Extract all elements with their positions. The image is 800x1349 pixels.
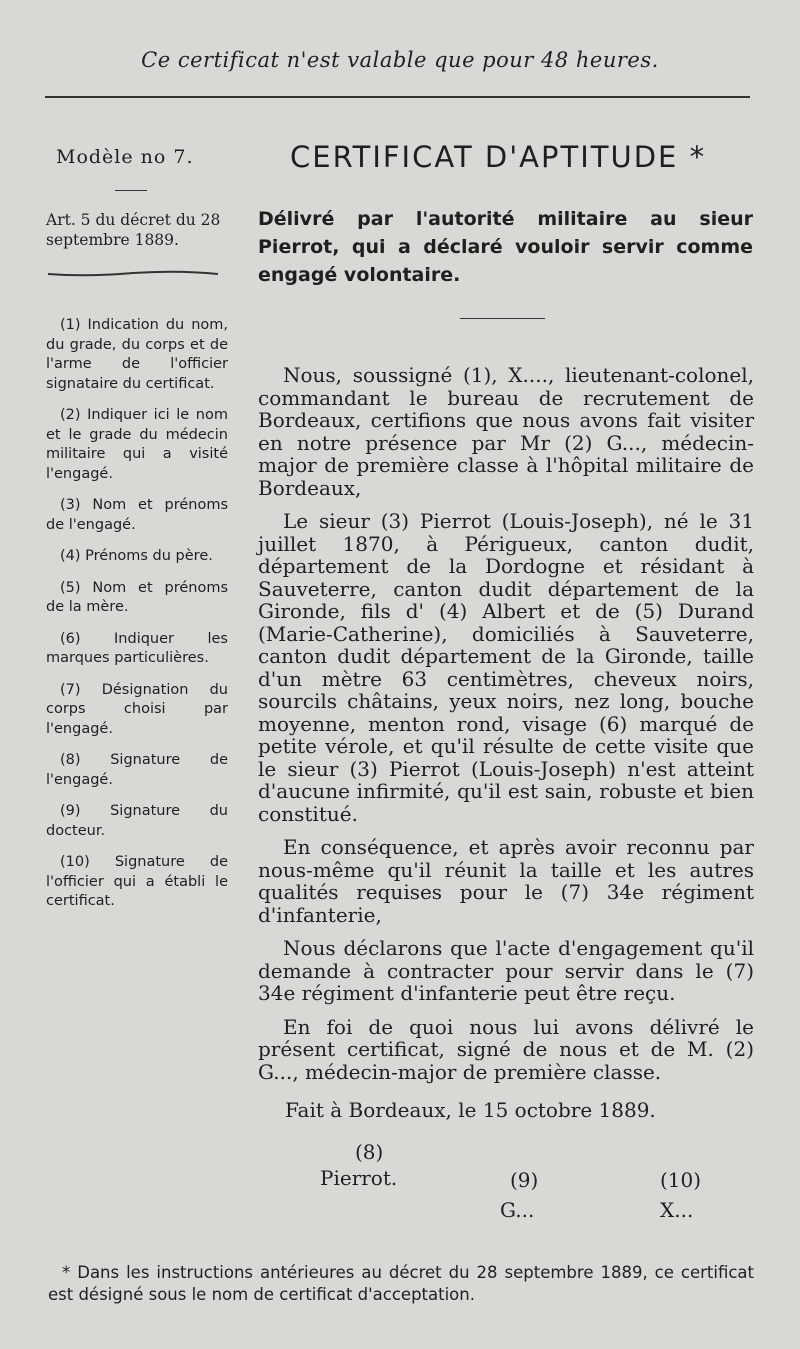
document-title: CERTIFICAT D'APTITUDE * (290, 140, 707, 174)
body-divider (460, 318, 545, 319)
sidebar-divider (115, 190, 147, 191)
docteur-signature: G... (500, 1198, 535, 1222)
engage-signature: Pierrot. (320, 1166, 398, 1190)
place-date-line: Fait à Bordeaux, le 15 octobre 1889. (285, 1098, 656, 1122)
body-paragraph: Nous, soussigné (1), X...., lieutenant-colonel, commandant le bureau de recrutement de Bordeaux, certifions que nous avons fait visiter en notre présence par Mr (2) G..., médecin-major de première classe à l'hôpital militaire de Bordeaux, (258, 363, 754, 500)
officier-signature-number: (10) (660, 1168, 702, 1192)
ornamental-divider (48, 270, 218, 278)
margin-note: (8) Signature de l'engagé. (46, 752, 228, 788)
margin-note: (2) Indiquer ici le nom et le grade du médecin militaire qui a visité l'engagé. (46, 407, 228, 482)
body-paragraph: En conséquence, et après avoir reconnu par nous-même qu'il réunit la taille et les autres qualités requises pour le (7) 34e régiment d'infanterie, (258, 835, 754, 927)
decree-reference: Art. 5 du décret du 28 septembre 1889. (46, 211, 221, 249)
margin-note: (7) Désignation du corps choisi par l'engagé. (46, 681, 228, 737)
docteur-signature-number: (9) (510, 1168, 539, 1192)
header-divider (45, 96, 750, 98)
model-number: Modèle no 7. (56, 146, 194, 168)
certificate-body (258, 364, 754, 1094)
margin-note: (10) Signature de l'officier qui a établi le certificat. (46, 854, 228, 909)
margin-note: (3) Nom et prénoms de l'engagé. (46, 497, 228, 533)
margin-notes (46, 316, 228, 924)
margin-note: (5) Nom et prénoms de la mère. (46, 579, 228, 615)
body-paragraph: En foi de quoi nous lui avons délivré le présent certificat, signé de nous et de M. (2) G..., médecin-major de première classe. (258, 1014, 754, 1084)
margin-note: (1) Indication du nom, du grade, du corps et de l'arme de l'officier signataire du certificat. (46, 317, 228, 392)
body-paragraph: Le sieur (3) Pierrot (Louis-Joseph), né le 31 juillet 1870, à Périgueux, canton dudit, département de la Dordogne et résidant à Sauveterre, canton dudit département de la Gironde, fils d' (4) Albert et de (5) Durand (Marie-Catherine), domiciliés à Sauveterre, canton dudit département de la Gironde, taille d'un mètre 63 centimètres, cheveux noirs, sourcils châtains, yeux noirs, nez long, bouche moyenne, menton rond, visage (6) marqué de petite vérole, et qu'il résulte de cette visite que le sieur (3) Pierrot (Louis-Joseph) n'est atteint d'aucune infirmité, qu'il est sain, robuste et bien constitué. (258, 509, 754, 826)
body-paragraph: Nous déclarons que l'acte d'engagement qu'il demande à contracter pour servir dans le (7) 34e régiment d'infanterie peut être reçu. (258, 936, 754, 1005)
margin-note: (6) Indiquer les marques particulières. (46, 630, 228, 666)
margin-note: (4) Prénoms du père. (60, 548, 213, 564)
delivery-statement: Délivré par l'autorité militaire au sieur Pierrot, qui a déclaré vouloir servir comme engagé volontaire. (258, 208, 753, 286)
engage-signature-number: (8) (355, 1140, 384, 1164)
footnote: * Dans les instructions antérieures au décret du 28 septembre 1889, ce certificat est désigné sous le nom de certificat d'acceptation. (48, 1263, 754, 1304)
validity-notice: Ce certificat n'est valable que pour 48 heures. (141, 48, 659, 72)
margin-note: (9) Signature du docteur. (46, 803, 228, 839)
officier-signature: X... (660, 1198, 694, 1222)
